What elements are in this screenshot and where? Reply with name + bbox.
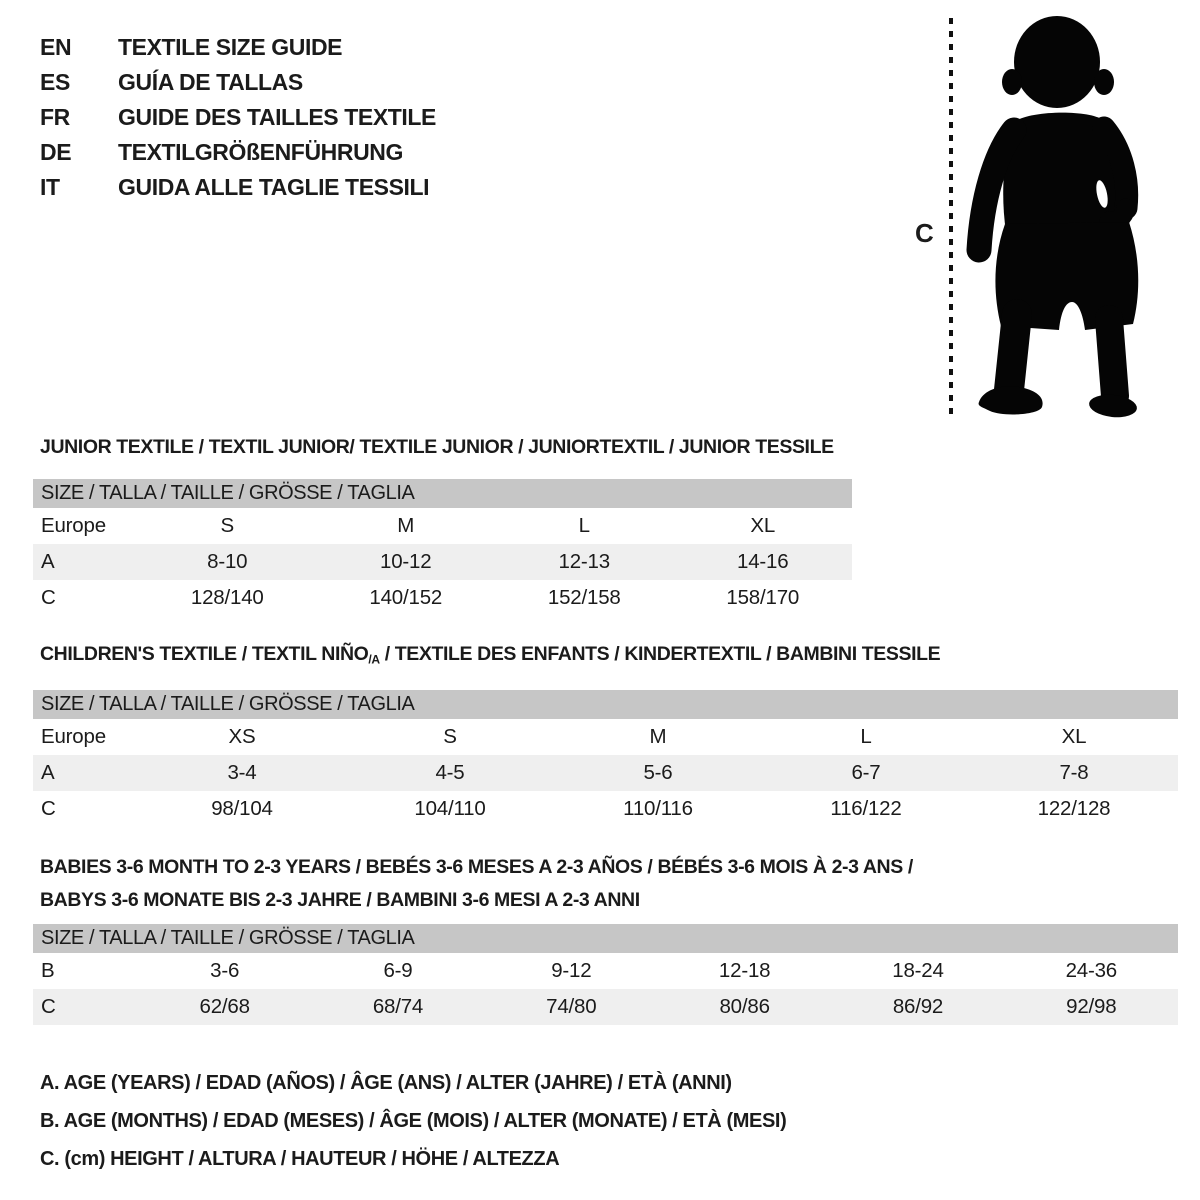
height-cell: 140/152 [369, 586, 443, 609]
age-cell: 10-12 [380, 550, 432, 573]
height-cell: 62/68 [199, 995, 250, 1018]
language-row-es [40, 65, 436, 100]
legend-item-b: B. AGE (MONTHS) / EDAD (MESES) / ÂGE (MOIS) / ALTER (MONATE) / ETÀ (MESI) [40, 1110, 787, 1132]
row-label: C [41, 797, 56, 820]
row-label: A [41, 761, 55, 784]
height-cell: 80/86 [719, 995, 770, 1018]
children-size-header-bar: SIZE / TALLA / TAILLE / GRÖSSE / TAGLIA [33, 690, 1178, 719]
table-row [33, 953, 1178, 989]
language-row-fr [40, 100, 436, 135]
age-cell: 12-13 [558, 550, 610, 573]
language-row-it [40, 170, 436, 205]
babies-heading-line1: BABIES 3-6 MONTH TO 2-3 YEARS / BEBÉS 3-6 MESES A 2-3 AÑOS / BÉBÉS 3-6 MOIS À 2-3 ANS / [40, 856, 913, 878]
age-cell: 5-6 [643, 761, 673, 784]
table-row [33, 580, 852, 616]
size-cell: XS [228, 725, 256, 748]
height-cell: 86/92 [892, 995, 944, 1018]
legend-item-c: C. (cm) HEIGHT / ALTURA / HAUTEUR / HÖHE / ALTEZZA [40, 1148, 560, 1170]
height-cell: 98/104 [211, 797, 273, 820]
height-cell: 104/110 [414, 797, 486, 820]
table-row [33, 755, 1178, 791]
babies-heading-line2: BABYS 3-6 MONATE BIS 2-3 JAHRE / BAMBINI 3-6 MESI A 2-3 ANNI [40, 889, 640, 911]
height-cell: 74/80 [546, 995, 597, 1018]
age-cell: 8-10 [207, 550, 248, 573]
size-cell: S [220, 514, 234, 537]
table-row [33, 791, 1178, 827]
language-code: FR [40, 104, 70, 130]
height-measure-label: C [915, 218, 934, 248]
junior-size-table [33, 479, 852, 616]
language-title-list [40, 30, 436, 205]
size-cell: S [443, 725, 457, 748]
language-code: IT [40, 174, 60, 200]
age-cell: 4-5 [435, 761, 465, 784]
row-label: Europe [41, 725, 106, 748]
age-cell: 18-24 [892, 959, 944, 982]
height-cell: 128/140 [190, 586, 264, 609]
language-code: ES [40, 69, 70, 95]
age-cell: 9-12 [551, 959, 592, 982]
row-label: C [41, 995, 56, 1018]
size-cell: M [649, 725, 667, 748]
height-cell: 110/116 [623, 797, 693, 820]
size-cell: L [578, 514, 590, 537]
measure-legend [40, 1064, 786, 1178]
table-row [33, 719, 1178, 755]
language-title: GUÍA DE TALLAS [118, 69, 303, 95]
row-label: B [41, 959, 55, 982]
language-title: GUIDE DES TAILLES TEXTILE [118, 104, 436, 130]
size-cell: L [860, 725, 872, 748]
age-cell: 12-18 [718, 959, 771, 982]
age-cell: 3-4 [227, 761, 257, 784]
children-heading-text: CHILDREN'S TEXTILE / TEXTIL NIÑO [40, 643, 369, 665]
height-cell: 152/158 [547, 586, 621, 609]
children-heading-subscript: /A [368, 652, 380, 667]
age-cell: 14-16 [737, 550, 789, 573]
row-label: Europe [41, 514, 106, 537]
age-cell: 3-6 [210, 959, 240, 982]
children-heading-text: / TEXTILE DES ENFANTS / KINDERTEXTIL / BAMBINI TESSILE [379, 643, 941, 665]
age-cell: 24-36 [1065, 959, 1118, 982]
height-cell: 68/74 [372, 995, 424, 1018]
row-label: C [41, 586, 56, 609]
language-title: TEXTILGRÖßENFÜHRUNG [118, 139, 403, 165]
language-row-de [40, 135, 436, 170]
row-label: A [41, 550, 55, 573]
babies-size-table [33, 924, 1178, 1025]
language-row-en [40, 30, 436, 65]
size-cell: XL [1061, 725, 1087, 748]
language-code: DE [40, 139, 72, 165]
table-row [33, 508, 852, 544]
toddler-silhouette [979, 16, 1139, 419]
table-row [33, 989, 1178, 1025]
table-row [33, 544, 852, 580]
height-cell: 92/98 [1066, 995, 1117, 1018]
legend-item-a: A. AGE (YEARS) / EDAD (AÑOS) / ÂGE (ANS) / ALTER (JAHRE) / ETÀ (ANNI) [40, 1072, 732, 1094]
height-cell: 122/128 [1037, 797, 1111, 820]
junior-section-heading: JUNIOR TEXTILE / TEXTIL JUNIOR/ TEXTILE JUNIOR / JUNIORTEXTIL / JUNIOR TESSILE [40, 436, 834, 458]
language-title: TEXTILE SIZE GUIDE [118, 34, 343, 60]
age-cell: 6-9 [383, 959, 413, 982]
height-cell: 116/122 [830, 797, 902, 820]
children-section-heading [40, 643, 940, 666]
height-cell: 158/170 [726, 586, 800, 609]
language-title: GUIDA ALLE TAGLIE TESSILI [118, 174, 430, 200]
age-cell: 7-8 [1059, 761, 1089, 784]
size-cell: M [397, 514, 415, 537]
babies-section-heading [40, 851, 913, 917]
babies-size-header-bar: SIZE / TALLA / TAILLE / GRÖSSE / TAGLIA [33, 924, 1178, 953]
toddler-silhouette-graphic [905, 6, 1175, 426]
children-size-table [33, 690, 1178, 827]
language-code: EN [40, 34, 72, 60]
age-cell: 6-7 [851, 761, 881, 784]
size-cell: XL [750, 514, 776, 537]
junior-size-header-bar: SIZE / TALLA / TAILLE / GRÖSSE / TAGLIA [33, 479, 852, 508]
height-measure-figure [905, 6, 1175, 426]
